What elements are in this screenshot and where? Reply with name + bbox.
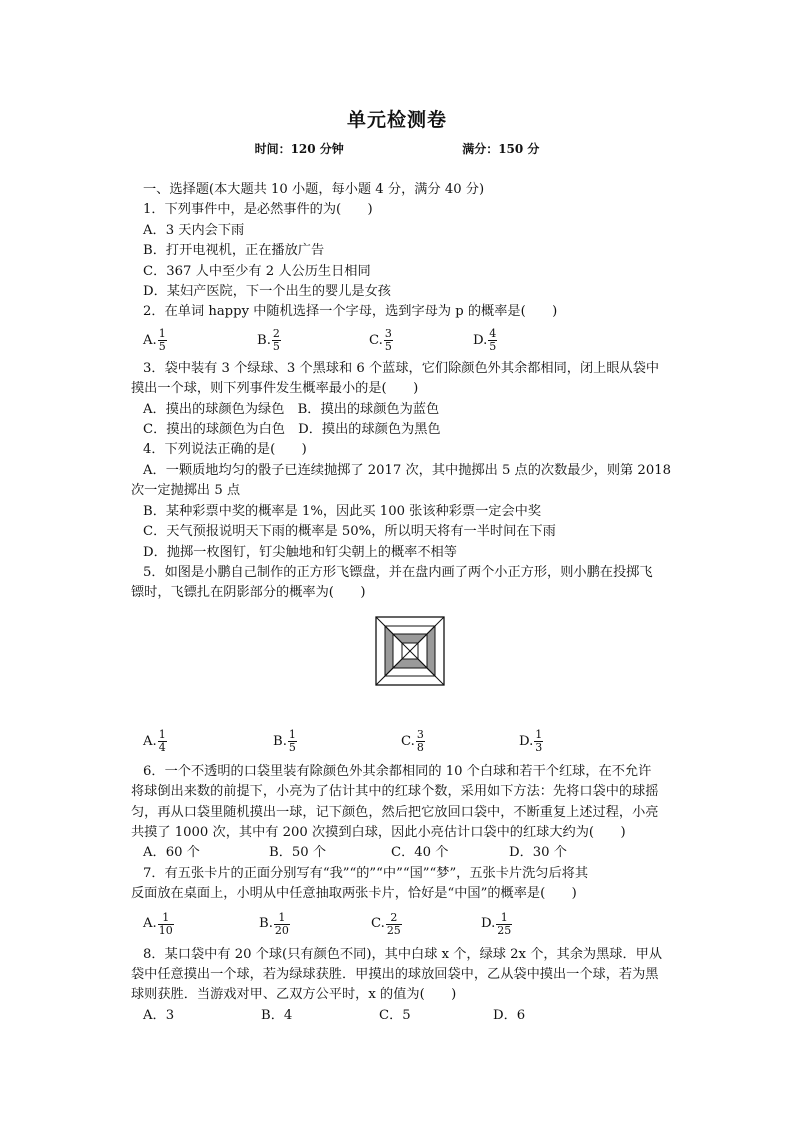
time-limit: 时间：120 分钟 bbox=[254, 142, 344, 156]
fraction: $\frac{1}{5}$ bbox=[158, 327, 166, 354]
q8-stem-3: 球则获胜．当游戏对甲、乙双方公平时，x 的值为( ) bbox=[131, 987, 457, 1003]
q1-option-b: B．打开电视机，正在播放广告 bbox=[143, 243, 325, 259]
fraction: $\frac{1}{4}$ bbox=[158, 728, 166, 755]
q2-stem: 2．在单词 happy 中随机选择一个字母，选到字母为 p 的概率是( ) bbox=[143, 304, 558, 320]
q5-stem-2: 镖时，飞镖扎在阴影部分的概率为( ) bbox=[131, 585, 366, 601]
dartboard-figure bbox=[375, 616, 445, 686]
q5-option-d: D. $\frac{1}{3}$ bbox=[519, 728, 543, 755]
fraction: $\frac{1}{5}$ bbox=[288, 728, 296, 755]
q6-stem-3: 匀，再从口袋里随机摸出一球，记下颜色，然后把它放回口袋中，不断重复上述过程，小亮 bbox=[131, 804, 659, 820]
q6-option-a: A．60 个 bbox=[143, 845, 200, 861]
q4-stem: 4．下列说法正确的是( ) bbox=[143, 442, 307, 458]
q8-option-c: C．5 bbox=[379, 1007, 411, 1023]
fraction: $\frac{3}{5}$ bbox=[384, 327, 392, 354]
exam-meta bbox=[0, 140, 794, 157]
fraction: $\frac{1}{3}$ bbox=[535, 728, 543, 755]
q7-option-d: D. $\frac{1}{25}$ bbox=[481, 911, 512, 938]
fraction: $\frac{4}{5}$ bbox=[489, 327, 497, 354]
q7-stem-2: 反面放在桌面上，小明从中任意抽取两张卡片，恰好是“中国”的概率是( ) bbox=[131, 886, 577, 902]
dartboard-figure-area bbox=[143, 604, 683, 722]
q6-stem-4: 共摸了 1000 次，其中有 200 次摸到白球，因此小亮估计口袋中的红球大约为( ) bbox=[131, 824, 626, 840]
q8-stem-1: 8．某口袋中有 20 个球(只有颜色不同)，其中白球 x 个，绿球 2x 个，其余为黑球．甲从 bbox=[143, 946, 663, 962]
q7-option-b: B. $\frac{1}{20}$ bbox=[259, 911, 289, 938]
questions bbox=[131, 180, 683, 1026]
q3-stem-2: 摸出一个球，则下列事件发生概率最小的是( ) bbox=[131, 381, 419, 397]
full-score: 满分：150 分 bbox=[462, 142, 540, 156]
q7-stem-1: 7．有五张卡片的正面分别写有“我”“的”“中”“国”“梦”，五张卡片洗匀后将其 bbox=[143, 865, 589, 881]
fraction: $\frac{1}{20}$ bbox=[274, 911, 289, 938]
q8-option-a: A．3 bbox=[143, 1007, 175, 1023]
q3-stem-1: 3．袋中装有 3 个绿球、3 个黑球和 6 个蓝球，它们除颜色外其余都相同，闭上眼从袋中 bbox=[143, 360, 660, 376]
q6-options bbox=[143, 843, 683, 863]
fraction: $\frac{1}{25}$ bbox=[497, 911, 512, 938]
q5-stem-1: 5．如图是小鹏自己制作的正方形飞镖盘，并在盘内画了两个小正方形，则小鹏在投掷飞 bbox=[143, 564, 653, 580]
q3-options-ab: A．摸出的球颜色为绿色 B．摸出的球颜色为蓝色 bbox=[143, 401, 440, 417]
q1-option-d: D．某妇产医院，下一个出生的婴儿是女孩 bbox=[143, 284, 391, 300]
q7-option-a: A. $\frac{1}{10}$ bbox=[143, 911, 173, 938]
fraction: $\frac{2}{5}$ bbox=[272, 327, 280, 354]
q4-option-b: B．某种彩票中奖的概率是 1%，因此买 100 张该种彩票一定会中奖 bbox=[143, 503, 542, 519]
q6-stem-1: 6．一个不透明的口袋里装有除颜色外其余都相同的 10 个白球和若干个红球，在不允许 bbox=[143, 763, 652, 779]
q8-option-d: D．6 bbox=[493, 1007, 526, 1023]
fraction: $\frac{2}{25}$ bbox=[386, 911, 401, 938]
q7-option-c: C. $\frac{2}{25}$ bbox=[371, 911, 401, 938]
q2-option-d: D. $\frac{4}{5}$ bbox=[473, 327, 497, 354]
q1-stem: 1．下列事件中，是必然事件的为( ) bbox=[143, 202, 373, 218]
q6-option-d: D．30 个 bbox=[509, 845, 567, 861]
q6-stem-2: 将球倒出来数的前提下，小亮为了估计其中的红球个数，采用如下方法：先将口袋中的球摇 bbox=[131, 784, 659, 800]
fraction: $\frac{3}{8}$ bbox=[416, 728, 424, 755]
q5-option-c: C. $\frac{3}{8}$ bbox=[401, 728, 424, 755]
section-heading: 一、选择题(本大题共 10 小题，每小题 4 分，满分 40 分) bbox=[143, 182, 485, 197]
q8-options bbox=[143, 1006, 683, 1026]
q5-option-a: A. $\frac{1}{4}$ bbox=[143, 728, 166, 755]
q2-option-c: C. $\frac{3}{5}$ bbox=[369, 327, 392, 354]
q2-options bbox=[143, 323, 683, 359]
q2-option-b: B. $\frac{2}{5}$ bbox=[257, 327, 280, 354]
q4-option-c: C．天气预报说明天下雨的概率是 50%，所以明天将有一半时间在下雨 bbox=[143, 524, 556, 540]
q6-option-c: C．40 个 bbox=[391, 845, 449, 861]
q5-options bbox=[143, 722, 683, 762]
q8-stem-2: 袋中任意摸出一个球，若为绿球获胜．甲摸出的球放回袋中，乙从袋中摸出一个球，若为黑 bbox=[131, 966, 659, 982]
q4-option-a-1: A．一颗质地均匀的骰子已连续抛掷了 2017 次，其中抛掷出 5 点的次数最少，则第 2018 bbox=[143, 462, 671, 478]
q5-option-b: B. $\frac{1}{5}$ bbox=[273, 728, 296, 755]
q4-option-a-2: 次一定抛掷出 5 点 bbox=[131, 483, 241, 499]
q7-options bbox=[143, 905, 683, 945]
fraction: $\frac{1}{10}$ bbox=[158, 911, 173, 938]
q6-option-b: B．50 个 bbox=[269, 845, 327, 861]
q1-option-a: A．3 天内会下雨 bbox=[143, 222, 245, 238]
page-title: 单元检测卷 bbox=[346, 109, 447, 131]
q1-option-c: C．367 人中至少有 2 人公历生日相同 bbox=[143, 263, 371, 279]
q2-option-a: A. $\frac{1}{5}$ bbox=[143, 327, 166, 354]
q4-option-d: D．抛掷一枚图钉，钉尖触地和钉尖朝上的概率不相等 bbox=[143, 544, 457, 560]
q8-option-b: B．4 bbox=[261, 1007, 293, 1023]
q3-options-cd: C．摸出的球颜色为白色 D．摸出的球颜色为黑色 bbox=[143, 422, 441, 438]
